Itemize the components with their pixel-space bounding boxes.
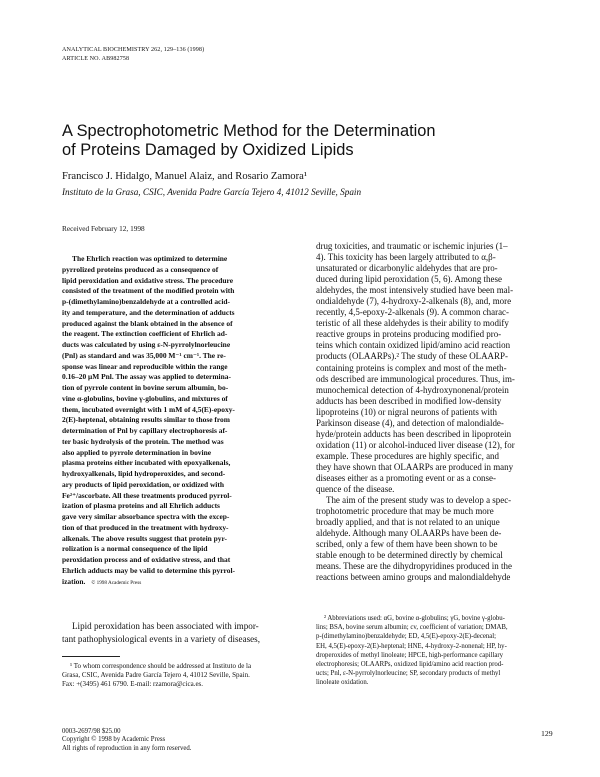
body-line: reactions between amino groups and malondialdehyde [316,572,511,583]
body-line: The aim of the present study was to develop a spec- [326,495,512,506]
body-line: products (OLAARPs).² The study of these OLAARP- [316,351,508,362]
abstract-line: The Ehrlich reaction was optimized to determine [72,254,228,263]
affiliation: Instituto de la Grasa, CSIC, Avenida Padre García Tejero 4, 41012 Seville, Spain [62,187,362,197]
body-line: example. These procedures are highly specific, and [316,450,499,461]
title-line-2: of Proteins Damaged by Oxidized Lipids [62,141,354,159]
abstract-line: peroxidation process and of oxidative stress, and that [62,555,231,564]
abbreviation-line: linoleate oxidation. [316,679,369,687]
abstract-line: (Pnl) as standard and was 35,000 M⁻¹ cm⁻¹. The re- [62,350,226,360]
article-number: ARTICLE NO. AB982758 [62,55,130,62]
body-line: containing proteins is complex and most of the meth- [316,362,507,373]
body-line: reactive groups in proteins producing modified pro- [316,329,502,340]
body-line: munochemical detection of 4-hydroxynonenal/protein [316,384,509,395]
abstract-line: hydroxyalkenals, lipid hydroperoxides, and second- [62,469,226,478]
body-line: they have shown that OLAARPs are produced in many [316,461,514,472]
journal-header [62,46,204,63]
body-line: 4). This toxicity has been largely attributed to α,β- [316,252,496,263]
abstract-line: tion of pyrrole content in bovine serum albumin, bo- [62,383,229,392]
abstract-line: also applied to pyrrole determination in bovine [62,447,212,457]
footnote-line: Grasa, CSIC, Avenida Padre García Tejero 4, 41012 Seville, Spain. [62,671,250,680]
body-line: oxidation (11) or alcohol-induced liver disease (12), for [316,439,515,450]
footnote-line: ¹ To whom correspondence should be addressed at Instituto de la [70,662,252,670]
abstract-line: plasma proteins either incubated with epoxyalkenals, [62,458,231,468]
abstract-line: determination of Pnl by capillary electrophoresis af- [62,426,228,435]
abstract-line [62,577,303,589]
abstract-line: 2(E)-heptenal, obtaining results similar to those from [62,415,230,425]
page-number: 129 [541,729,553,738]
body-line: aldehydes, the most intensively studied have been mal- [316,285,514,296]
received-date: Received February 12, 1998 [62,224,145,233]
body-line: trophotometric procedure that may be much more [316,506,494,517]
abbreviations-footnote [316,614,560,688]
body-line: teins which contain oxidized lipid/amino acid reaction [316,340,511,351]
abstract-line: sponse was linear and reproducible within the range [62,361,228,371]
title-line-1: A Spectrophotometric Method for the Determination [62,122,436,140]
abstract-copyright: © 1998 Academic Press [91,579,142,586]
abstract-last-text: ization. [62,576,86,586]
abstract-line: ization of plasma proteins and all Ehrlich adducts [62,501,220,511]
abstract-line: 0.16–20 μM Pnl. The assay was applied to determina- [62,372,231,382]
body-line: duced during lipid peroxidation (5, 6). Among these [316,274,502,285]
abstract-line: ity and temperature, and the determination of adducts [62,307,235,317]
abbreviation-line: ucts; Pnl, ε-N-pyrrolylnorleucine; SP, secondary products of methyl [316,670,501,678]
body-line: recently, 4,5-epoxy-2-alkenals (9). A common charac- [316,307,509,318]
abstract-line: ducts was calculated by using ε-N-pyrrolylnorleucine [62,340,231,349]
rights-line: All rights of reproduction in any form reserved. [62,744,192,752]
abbreviation-line: electrophoresis; OLAARPs, oxidized lipid/amino acid reaction prod- [316,661,504,669]
authors: Francisco J. Hidalgo, Manuel Alaiz, and Rosario Zamora¹ [62,171,308,182]
abbreviation-line: p-(dimethylamino)benzaldehyde; ED, 4,5(E)-epoxy-2(E)-decenal; [316,633,497,641]
abstract-line: consisted of the treatment of the modified protein with [62,286,235,296]
footnote-line: Fax: +(3495) 461 6790. E-mail: rzamora@cica.es. [62,680,204,689]
abstract-line: them, incubated overnight with 1 mM of 4,5(E)-epoxy- [62,404,235,414]
abbreviation-line: ² Abbreviations used: αG, bovine α-globulins; γG, bovine γ-globu- [324,615,505,622]
body-line: hyde/protein adducts has been described in lipoprotein [316,428,512,439]
abstract-line: lipid peroxidation and oxidative stress. The procedure [62,275,234,285]
body-line: stable enough to be determined directly by chemical [316,550,503,561]
issn-price: 0003-2697/98 $25.00 [62,728,121,735]
abstract-line: alkenals. The above results suggest that protein pyr- [62,533,228,543]
abbreviation-line: EH, 4,5(E)-epoxy-2(E)-heptenal; HNE, 4-hydroxy-2-nonenal; HP, hy- [316,642,507,650]
abstract-line: p-(dimethylamino)benzaldehyde at a controlled acid- [62,297,231,306]
body-line: teristic of all these aldehydes is their ability to modify [316,318,509,329]
body-line: diseases either as a promoting event or as a conse- [316,472,496,483]
body-line: broadly applied, and that is not related to an unique [316,517,500,528]
right-column-text [316,241,560,583]
abstract-line: rolization is a normal consequence of the lipid [62,544,208,554]
body-line: ods described are immunological procedures. Thus, im- [316,373,515,384]
abstract-line: produced against the blank obtained in the absence of [62,318,233,328]
body-line: scribed, only a few of them have been shown to be [316,539,498,550]
body-line: drug toxicities, and traumatic or ischemic injuries (1– [316,241,508,251]
body-line: means. These are the dihydropyridines produced in the [316,561,512,572]
body-line: unsaturated or dicarbonylic aldehydes that are pro- [316,263,498,274]
copyright-block [62,728,191,753]
copyright-line: Copyright © 1998 by Academic Press [62,736,166,744]
abstract-line: ter basic hydrolysis of the protein. The method was [62,436,224,446]
abbreviation-line: lins; BSA, bovine serum albumin; cv, coefficient of variation; DMAB, [316,624,508,632]
intro-paragraph [62,620,303,645]
footnote-rule [62,656,120,657]
intro-line: tant pathophysiological events in a variety of diseases, [62,633,260,644]
intro-line: Lipid peroxidation has been associated with impor- [72,621,259,631]
body-line: adducts has been described in modified low-density [316,395,502,406]
abstract [62,254,303,588]
abstract-line: Fe²⁺/ascorbate. All these treatments produced pyrrol- [62,490,232,500]
abstract-line: gave very similar absorbance spectra with the excep- [62,512,230,521]
abstract-line: tion of that produced in the treatment with hydroxy- [62,522,229,532]
abstract-line: pyrrolized proteins produced as a consequence of [62,264,219,274]
abstract-line: ary products of lipid peroxidation, or oxidized with [62,479,224,489]
body-line: quence of the disease. [316,484,395,495]
correspondence-footnote [62,662,303,690]
abstract-line: Ehrlich adducts may be valid to determine this pyrrol- [62,565,235,575]
body-line: ondialdehyde (7), 4-hydroxy-2-alkenals (8), and, more [316,296,512,307]
body-line: lipoproteins (10) or nigral neurons of patients with [316,406,497,417]
body-line: aldehyde. Although many OLAARPs have been de- [316,528,502,539]
body-line: Parkinson disease (4), and detection of malondialde- [316,417,504,428]
paper-title [62,122,482,160]
abstract-line: the reagent. The extinction coefficient of Ehrlich ad- [62,329,228,339]
abbreviation-line: droperoxides of methyl linoleate; HPCE, high-performance capillary [316,651,504,659]
journal-citation: ANALYTICAL BIOCHEMISTRY 262, 129–136 (1998) [62,47,205,53]
abstract-line: vine α-globulins, bovine γ-globulins, and mixtures of [62,393,228,403]
